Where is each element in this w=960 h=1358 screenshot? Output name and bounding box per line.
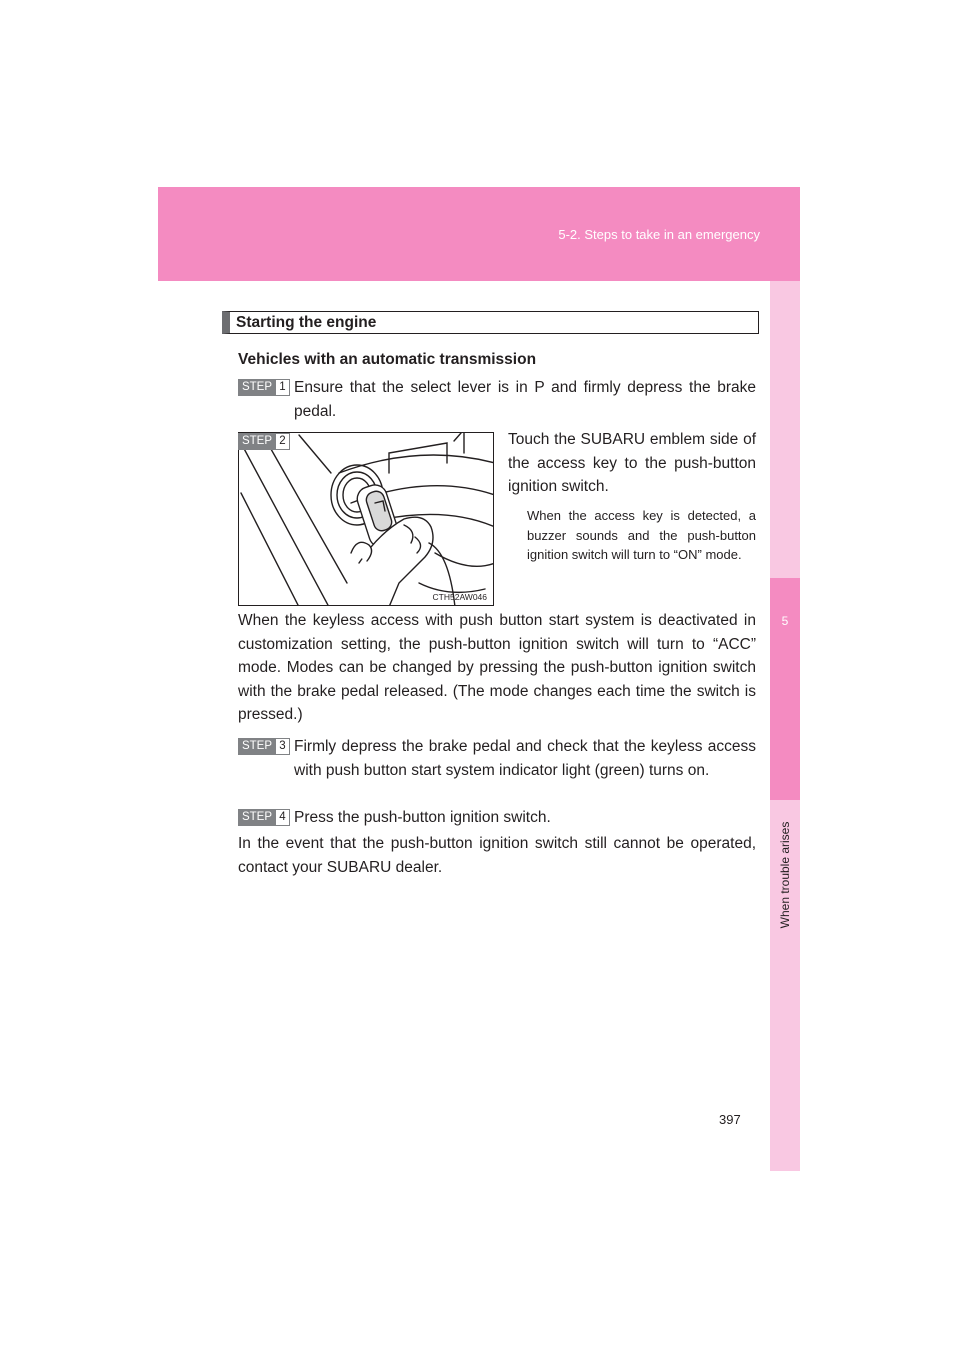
step-badge-number: 4 bbox=[276, 809, 290, 826]
step-badge-label: STEP bbox=[238, 379, 276, 396]
dealer-paragraph: In the event that the push-button ignition switch still cannot be operated, contact your SUBARU dealer. bbox=[238, 835, 756, 876]
step-1-text: Ensure that the select lever is in P and firmly depress the brake pedal. bbox=[294, 379, 756, 420]
step-2-badge bbox=[238, 433, 290, 450]
step-1-badge bbox=[238, 379, 290, 396]
customization-paragraph: When the keyless access with push button start system is deactivated in customization setting, the push-button ignition switch will turn to “ACC” mode. Modes can be changed by pressing the push-button ignition switch with the brake pedal released. (The mode changes each time the switch is pressed.) bbox=[238, 612, 756, 723]
chapter-number: 5 bbox=[781, 614, 789, 628]
section-subtitle: Vehicles with an automatic transmission bbox=[238, 351, 537, 368]
chapter-title-text: When trouble arises bbox=[778, 821, 792, 929]
step-badge-number: 1 bbox=[276, 379, 290, 396]
step-badge-number: 3 bbox=[276, 738, 290, 755]
side-tab-active bbox=[770, 578, 800, 800]
step-3-text: Firmly depress the brake pedal and check that the keyless access with push button start system indicator light (green) turns on. bbox=[294, 738, 756, 779]
figure-code: CTH52AW046 bbox=[432, 592, 487, 602]
step-badge-label: STEP bbox=[238, 433, 276, 450]
ignition-illustration bbox=[238, 432, 494, 606]
ignition-switch-drawing bbox=[239, 433, 494, 606]
step-4-text: Press the push-button ignition switch. bbox=[294, 809, 551, 826]
step-4-badge bbox=[238, 809, 290, 826]
step-badge-label: STEP bbox=[238, 809, 276, 826]
step-badge-number: 2 bbox=[276, 433, 290, 450]
page-header bbox=[158, 187, 800, 281]
header-section-title: 5-2. Steps to take in an emergency bbox=[558, 227, 760, 242]
step-3-badge bbox=[238, 738, 290, 755]
step-badge-label: STEP bbox=[238, 738, 276, 755]
step-2-note: When the access key is detected, a buzzer sounds and the push-button ignition switch will turn to “ON” mode. bbox=[527, 508, 756, 562]
step-2-text: Touch the SUBARU emblem side of the access key to the push-button ignition switch. bbox=[508, 431, 756, 495]
section-title: Starting the engine bbox=[222, 311, 759, 334]
page-number: 397 bbox=[719, 1112, 741, 1127]
